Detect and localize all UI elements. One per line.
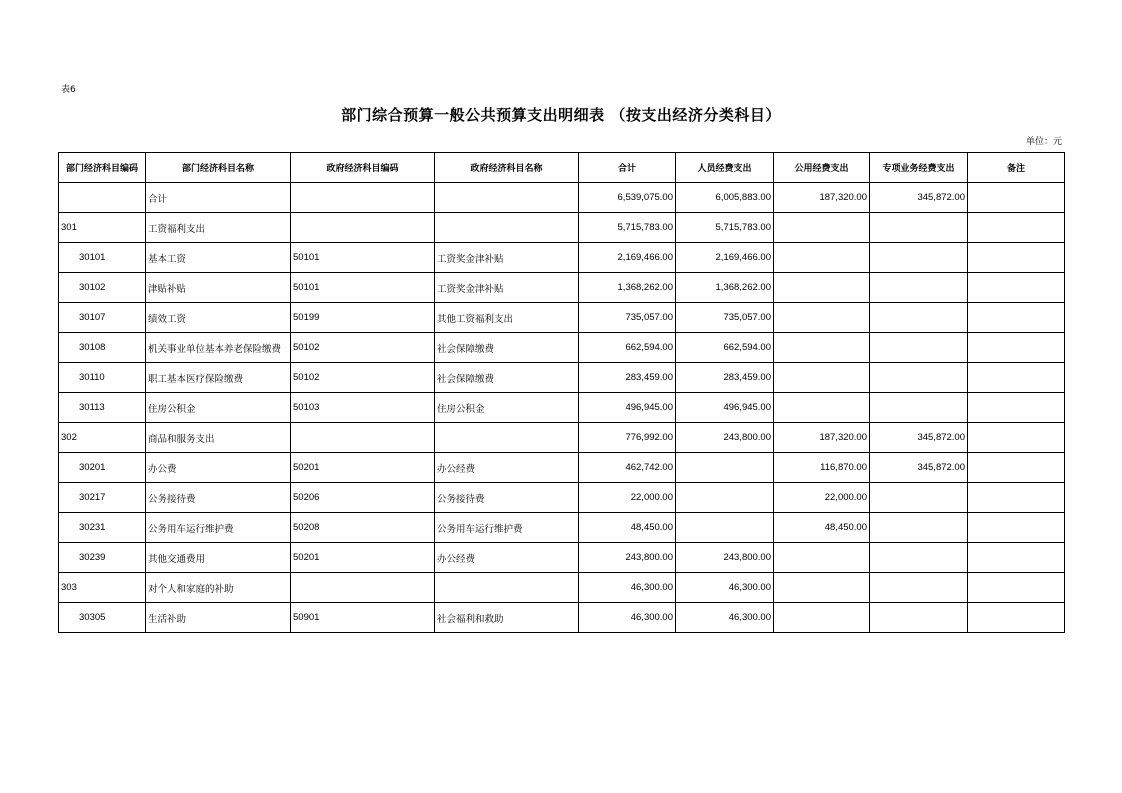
personnel-cell: 1,368,262.00	[676, 273, 774, 303]
public-cell	[774, 363, 870, 393]
table-row	[59, 333, 1065, 363]
dept-code-cell: 30101	[59, 243, 146, 273]
dept-code-cell: 30231	[59, 513, 146, 543]
dept-name-cell: 住房公积金	[146, 393, 291, 423]
public-cell	[774, 603, 870, 633]
table-row	[59, 513, 1065, 543]
dept-name-cell: 对个人和家庭的补助	[146, 573, 291, 603]
header-total: 合计	[579, 153, 676, 183]
table-row	[59, 543, 1065, 573]
gov-name-cell: 办公经费	[435, 453, 579, 483]
table-row	[59, 453, 1065, 483]
note-cell	[968, 423, 1065, 453]
table-row	[59, 363, 1065, 393]
dept-name-cell: 其他交通费用	[146, 543, 291, 573]
header-dept-code: 部门经济科目编码	[59, 153, 146, 183]
dept-code-cell: 30239	[59, 543, 146, 573]
personnel-cell	[676, 513, 774, 543]
gov-code-cell	[291, 213, 435, 243]
gov-code-cell: 50102	[291, 363, 435, 393]
special-cell	[870, 543, 968, 573]
gov-code-cell: 50199	[291, 303, 435, 333]
page-title: 部门综合预算一般公共预算支出明细表 （按支出经济分类科目）	[341, 106, 781, 124]
total-cell: 48,450.00	[579, 513, 676, 543]
note-cell	[968, 333, 1065, 363]
gov-code-cell: 50208	[291, 513, 435, 543]
table-row	[59, 603, 1065, 633]
gov-code-cell	[291, 423, 435, 453]
note-cell	[968, 453, 1065, 483]
table-row	[59, 393, 1065, 423]
gov-code-cell: 50101	[291, 273, 435, 303]
dept-code-cell	[59, 183, 146, 213]
special-cell: 345,872.00	[870, 183, 968, 213]
special-cell	[870, 603, 968, 633]
total-cell: 2,169,466.00	[579, 243, 676, 273]
gov-code-cell	[291, 573, 435, 603]
total-cell: 283,459.00	[579, 363, 676, 393]
dept-name-cell: 职工基本医疗保险缴费	[146, 363, 291, 393]
gov-name-cell: 公务用车运行维护费	[435, 513, 579, 543]
dept-name-cell: 基本工资	[146, 243, 291, 273]
personnel-cell: 662,594.00	[676, 333, 774, 363]
public-cell: 187,320.00	[774, 423, 870, 453]
personnel-cell	[676, 453, 774, 483]
dept-code-cell: 303	[59, 573, 146, 603]
gov-name-cell: 公务接待费	[435, 483, 579, 513]
dept-code-cell: 30113	[59, 393, 146, 423]
personnel-cell: 6,005,883.00	[676, 183, 774, 213]
dept-name-cell: 机关事业单位基本养老保险缴费	[146, 333, 291, 363]
public-cell: 187,320.00	[774, 183, 870, 213]
total-cell: 776,992.00	[579, 423, 676, 453]
dept-name-cell: 办公费	[146, 453, 291, 483]
personnel-cell: 46,300.00	[676, 603, 774, 633]
public-cell	[774, 213, 870, 243]
table-row	[59, 213, 1065, 243]
table-body	[59, 183, 1065, 633]
gov-name-cell: 办公经费	[435, 543, 579, 573]
note-cell	[968, 483, 1065, 513]
header-note: 备注	[968, 153, 1065, 183]
gov-code-cell: 50101	[291, 243, 435, 273]
dept-name-cell: 公务接待费	[146, 483, 291, 513]
table-row	[59, 273, 1065, 303]
dept-code-cell: 30305	[59, 603, 146, 633]
special-cell	[870, 243, 968, 273]
public-cell	[774, 573, 870, 603]
table-row	[59, 183, 1065, 213]
special-cell	[870, 363, 968, 393]
gov-name-cell: 工资奖金津补贴	[435, 273, 579, 303]
dept-code-cell: 302	[59, 423, 146, 453]
personnel-cell: 496,945.00	[676, 393, 774, 423]
dept-name-cell: 商品和服务支出	[146, 423, 291, 453]
total-cell: 735,057.00	[579, 303, 676, 333]
total-cell: 462,742.00	[579, 453, 676, 483]
note-cell	[968, 393, 1065, 423]
special-cell	[870, 333, 968, 363]
header-gov-name: 政府经济科目名称	[435, 153, 579, 183]
dept-name-cell: 工资福利支出	[146, 213, 291, 243]
header-dept-name: 部门经济科目名称	[146, 153, 291, 183]
total-cell: 46,300.00	[579, 573, 676, 603]
total-cell: 662,594.00	[579, 333, 676, 363]
gov-code-cell: 50201	[291, 453, 435, 483]
special-cell	[870, 303, 968, 333]
dept-name-cell: 绩效工资	[146, 303, 291, 333]
gov-name-cell: 其他工资福利支出	[435, 303, 579, 333]
note-cell	[968, 543, 1065, 573]
total-cell: 6,539,075.00	[579, 183, 676, 213]
header-personnel: 人员经费支出	[676, 153, 774, 183]
dept-code-cell: 30201	[59, 453, 146, 483]
header-special: 专项业务经费支出	[870, 153, 968, 183]
dept-code-cell: 30108	[59, 333, 146, 363]
gov-name-cell: 工资奖金津补贴	[435, 243, 579, 273]
dept-code-cell: 30107	[59, 303, 146, 333]
header-public: 公用经费支出	[774, 153, 870, 183]
public-cell	[774, 303, 870, 333]
special-cell	[870, 513, 968, 543]
dept-name-cell: 津贴补贴	[146, 273, 291, 303]
personnel-cell: 243,800.00	[676, 423, 774, 453]
public-cell	[774, 393, 870, 423]
unit-label: 单位：元	[1025, 137, 1062, 147]
gov-name-cell: 社会福利和救助	[435, 603, 579, 633]
special-cell: 345,872.00	[870, 423, 968, 453]
dept-code-cell: 301	[59, 213, 146, 243]
special-cell: 345,872.00	[870, 453, 968, 483]
gov-name-cell: 社会保障缴费	[435, 333, 579, 363]
personnel-cell: 243,800.00	[676, 543, 774, 573]
table-number: 表6	[61, 85, 76, 95]
table-row	[59, 243, 1065, 273]
note-cell	[968, 273, 1065, 303]
total-cell: 46,300.00	[579, 603, 676, 633]
table-row	[59, 303, 1065, 333]
total-cell: 1,368,262.00	[579, 273, 676, 303]
dept-code-cell: 30110	[59, 363, 146, 393]
note-cell	[968, 213, 1065, 243]
gov-code-cell: 50201	[291, 543, 435, 573]
personnel-cell: 283,459.00	[676, 363, 774, 393]
personnel-cell	[676, 483, 774, 513]
note-cell	[968, 603, 1065, 633]
special-cell	[870, 483, 968, 513]
public-cell	[774, 333, 870, 363]
header-gov-code: 政府经济科目编码	[291, 153, 435, 183]
note-cell	[968, 573, 1065, 603]
gov-name-cell: 社会保障缴费	[435, 363, 579, 393]
total-cell: 243,800.00	[579, 543, 676, 573]
gov-code-cell: 50206	[291, 483, 435, 513]
gov-name-cell: 住房公积金	[435, 393, 579, 423]
special-cell	[870, 273, 968, 303]
gov-name-cell	[435, 183, 579, 213]
special-cell	[870, 393, 968, 423]
personnel-cell: 5,715,783.00	[676, 213, 774, 243]
public-cell	[774, 273, 870, 303]
gov-name-cell	[435, 423, 579, 453]
public-cell	[774, 543, 870, 573]
dept-code-cell: 30217	[59, 483, 146, 513]
gov-code-cell: 50102	[291, 333, 435, 363]
total-cell: 5,715,783.00	[579, 213, 676, 243]
special-cell	[870, 213, 968, 243]
note-cell	[968, 183, 1065, 213]
public-cell: 48,450.00	[774, 513, 870, 543]
note-cell	[968, 303, 1065, 333]
public-cell: 22,000.00	[774, 483, 870, 513]
personnel-cell: 46,300.00	[676, 573, 774, 603]
dept-name-cell: 生活补助	[146, 603, 291, 633]
gov-name-cell	[435, 573, 579, 603]
gov-code-cell	[291, 183, 435, 213]
dept-name-cell: 合计	[146, 183, 291, 213]
table-row	[59, 423, 1065, 453]
gov-name-cell	[435, 213, 579, 243]
personnel-cell: 735,057.00	[676, 303, 774, 333]
budget-table	[58, 152, 1065, 633]
dept-code-cell: 30102	[59, 273, 146, 303]
note-cell	[968, 243, 1065, 273]
total-cell: 496,945.00	[579, 393, 676, 423]
gov-code-cell: 50103	[291, 393, 435, 423]
note-cell	[968, 363, 1065, 393]
dept-name-cell: 公务用车运行维护费	[146, 513, 291, 543]
gov-code-cell: 50901	[291, 603, 435, 633]
table-row	[59, 483, 1065, 513]
header-row	[59, 153, 1065, 183]
note-cell	[968, 513, 1065, 543]
total-cell: 22,000.00	[579, 483, 676, 513]
personnel-cell: 2,169,466.00	[676, 243, 774, 273]
public-cell: 116,870.00	[774, 453, 870, 483]
table-row	[59, 573, 1065, 603]
public-cell	[774, 243, 870, 273]
special-cell	[870, 573, 968, 603]
